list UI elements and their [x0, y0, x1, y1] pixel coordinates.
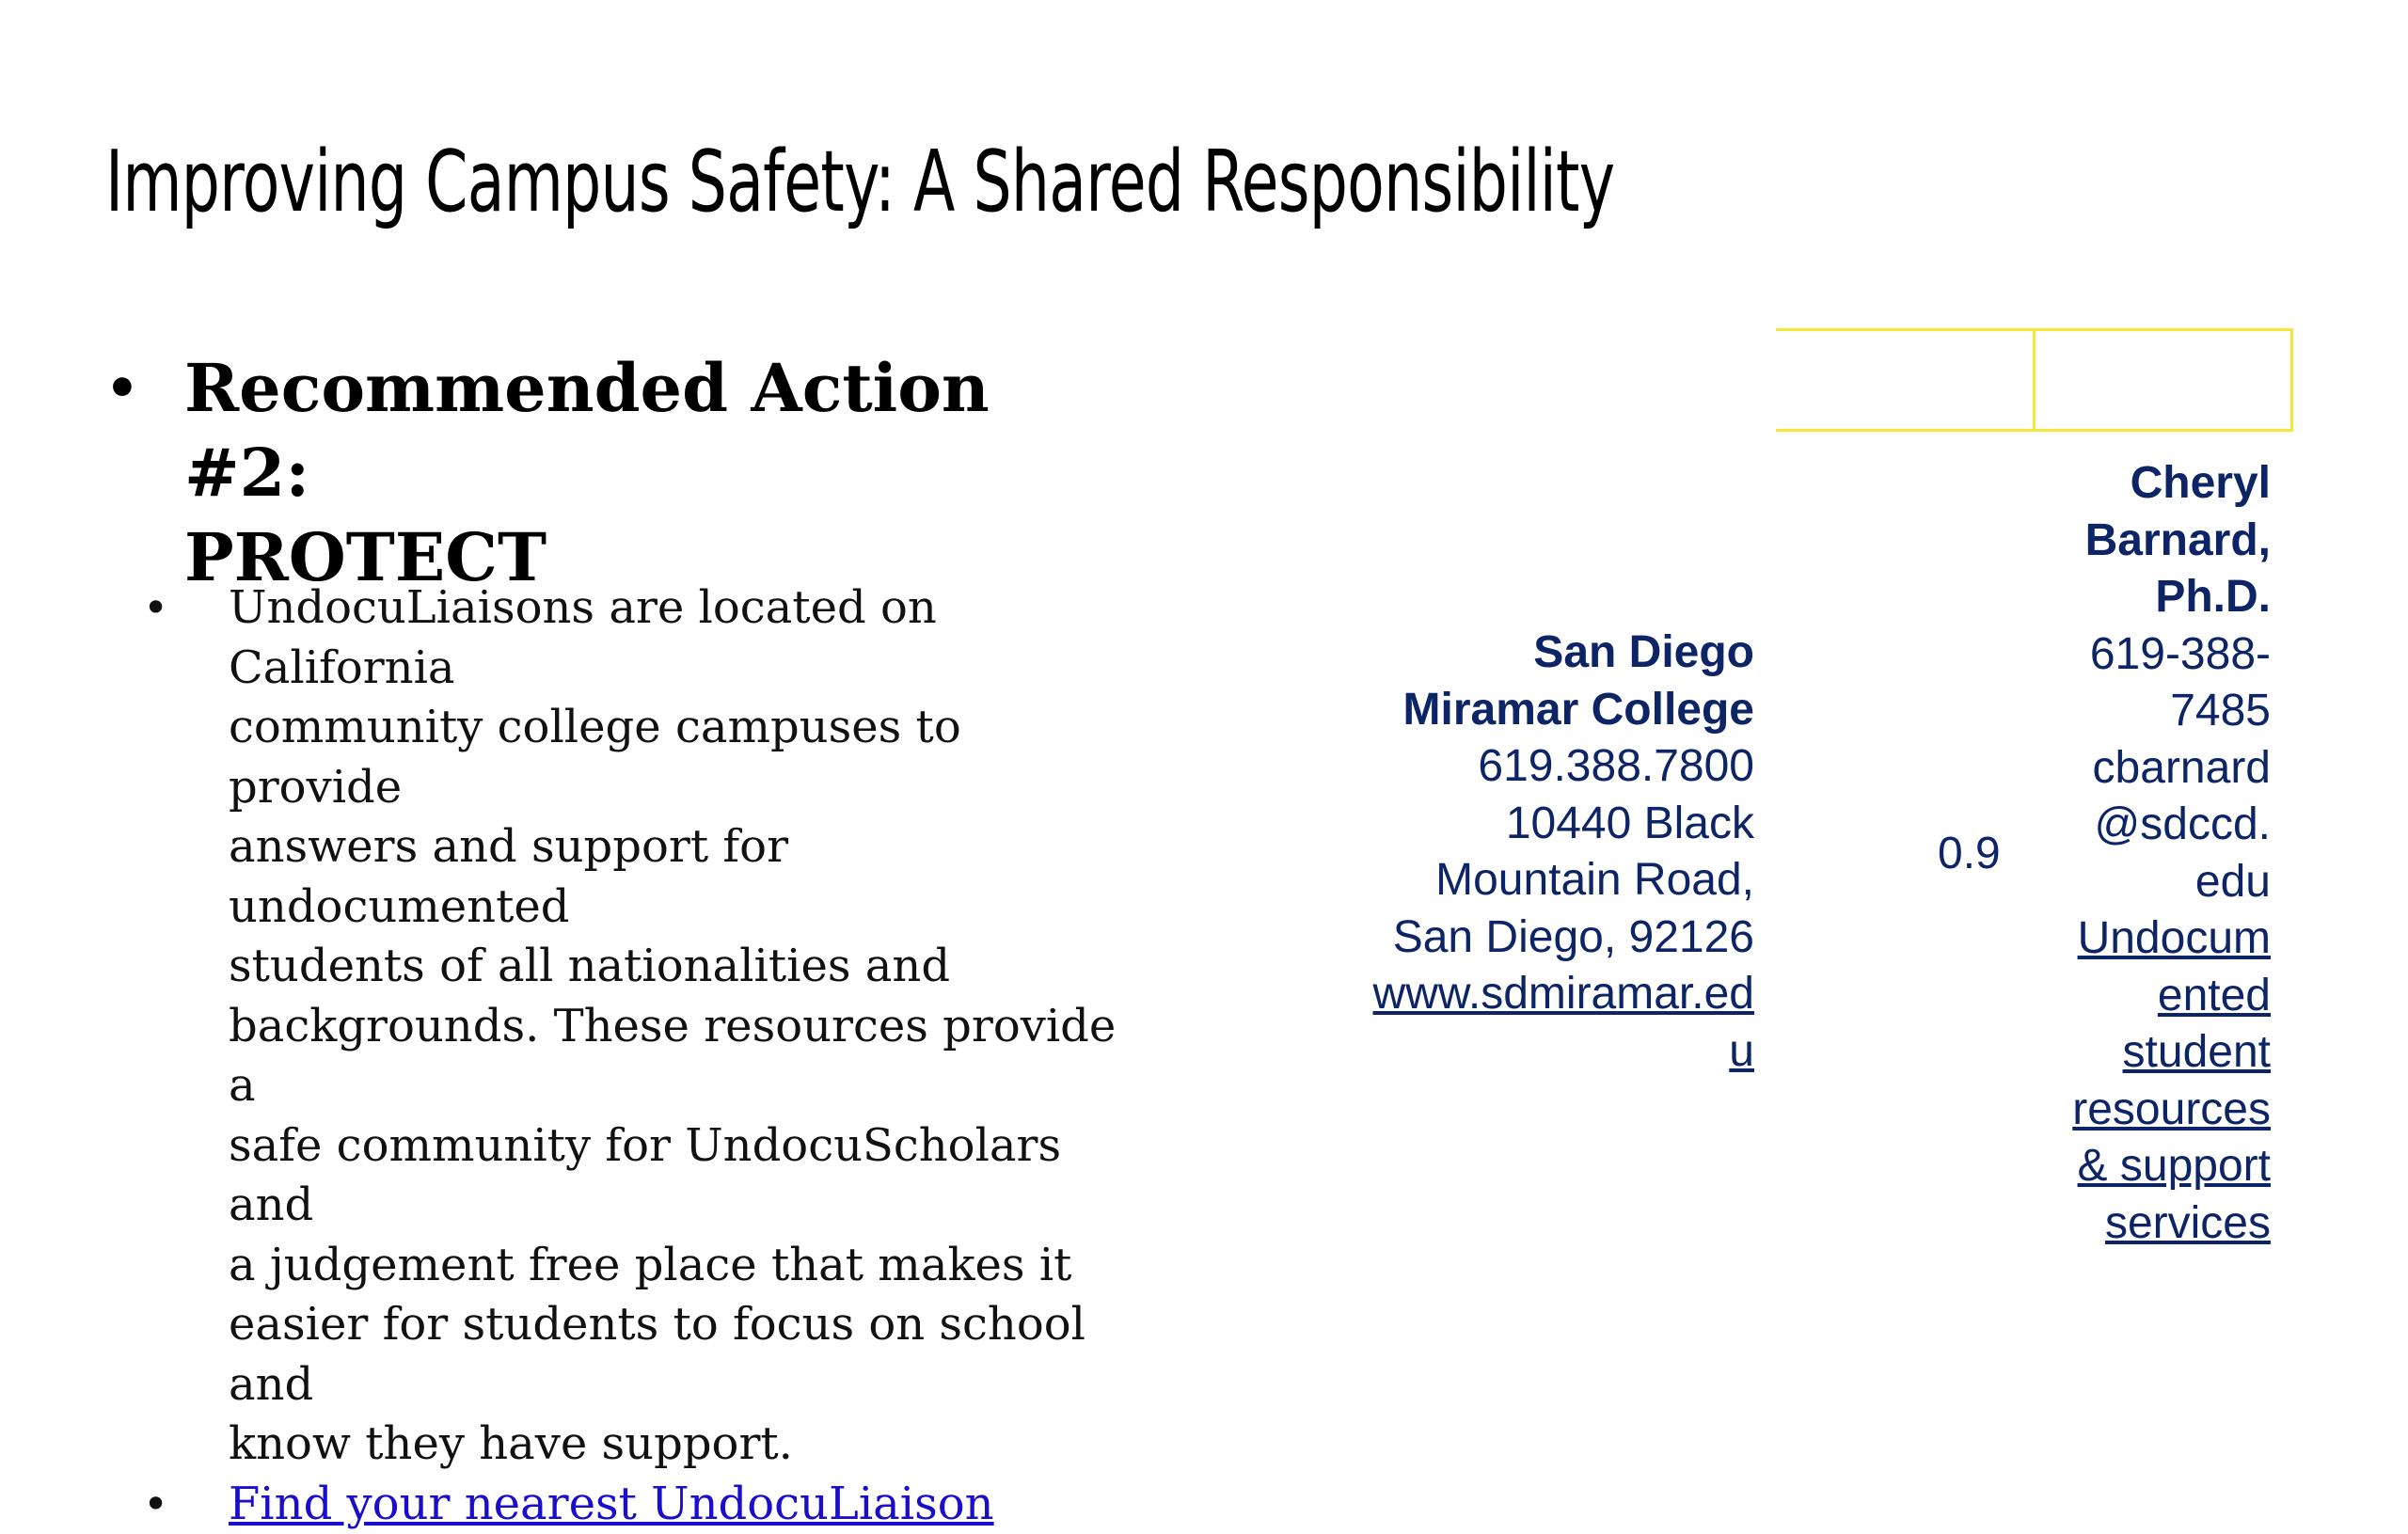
college-website-link[interactable]: u	[1317, 1023, 1754, 1081]
table-header-border	[1776, 328, 2293, 432]
college-cell	[1317, 625, 1754, 1080]
description-line: UndocuLiaisons are located on California	[229, 578, 1129, 698]
contact-email-line: edu	[2022, 854, 2271, 911]
college-name-line: Miramar College	[1317, 682, 1754, 739]
college-name-line: San Diego	[1317, 625, 1754, 682]
college-address-line: 10440 Black	[1317, 796, 1754, 853]
resources-link[interactable]: resources	[2022, 1082, 2271, 1139]
find-undoculiaison-link[interactable]: Find your nearest UndocuLiaison	[229, 1478, 994, 1530]
description-line: backgrounds. These resources provide a	[229, 997, 1129, 1116]
college-address-line: San Diego, 92126	[1317, 909, 1754, 967]
main-bullet-line-2: PROTECT	[184, 515, 1046, 600]
bullet-dot: •	[143, 1475, 168, 1534]
college-address-line: Mountain Road,	[1317, 852, 1754, 909]
resources-link[interactable]: Undocum	[2022, 910, 2271, 968]
contact-phone-line: 7485	[2022, 683, 2271, 740]
college-website-link[interactable]: www.sdmiramar.ed	[1317, 966, 1754, 1023]
table-cell-divider	[2033, 331, 2036, 429]
bullet-dot: •	[143, 578, 168, 639]
description-line: easier for students to focus on school and	[229, 1295, 1129, 1415]
main-bullet-line-1: Recommended Action #2:	[184, 346, 1046, 515]
description-line: students of all nationalities and	[229, 937, 1129, 997]
contact-name-line: Cheryl	[2022, 455, 2271, 513]
sub-bullet-list	[141, 578, 1129, 1534]
resources-link[interactable]: ented	[2022, 968, 2271, 1025]
college-phone: 619.388.7800	[1317, 738, 1754, 796]
contact-phone-line: 619-388-	[2022, 626, 2271, 684]
description-line: a judgement free place that makes it	[229, 1236, 1129, 1296]
contact-name-line: Ph.D.	[2022, 569, 2271, 626]
contact-email-line: cbarnard	[2022, 740, 2271, 798]
main-bullet	[105, 346, 1046, 600]
description-line: safe community for UndocuScholars and	[229, 1116, 1129, 1236]
description-line: know they have support.	[229, 1415, 1129, 1475]
description-line: answers and support for undocumented	[229, 817, 1129, 937]
resources-link[interactable]: services	[2022, 1195, 2271, 1253]
sub-bullet-link	[141, 1475, 1129, 1534]
contact-name-line: Barnard,	[2022, 513, 2271, 570]
contact-cell	[2022, 455, 2271, 1252]
bullet-dot: •	[105, 346, 139, 431]
resources-link[interactable]: & support	[2022, 1138, 2271, 1195]
contact-email-line: @sdccd.	[2022, 797, 2271, 854]
sub-bullet-description	[141, 578, 1129, 1475]
score-cell: 0.9	[1938, 826, 2001, 882]
slide-title: Improving Campus Safety: A Shared Responsibility	[105, 132, 1614, 233]
description-line: community college campuses to provide	[229, 698, 1129, 817]
resources-link[interactable]: student	[2022, 1024, 2271, 1082]
table-right-border	[2290, 331, 2293, 429]
